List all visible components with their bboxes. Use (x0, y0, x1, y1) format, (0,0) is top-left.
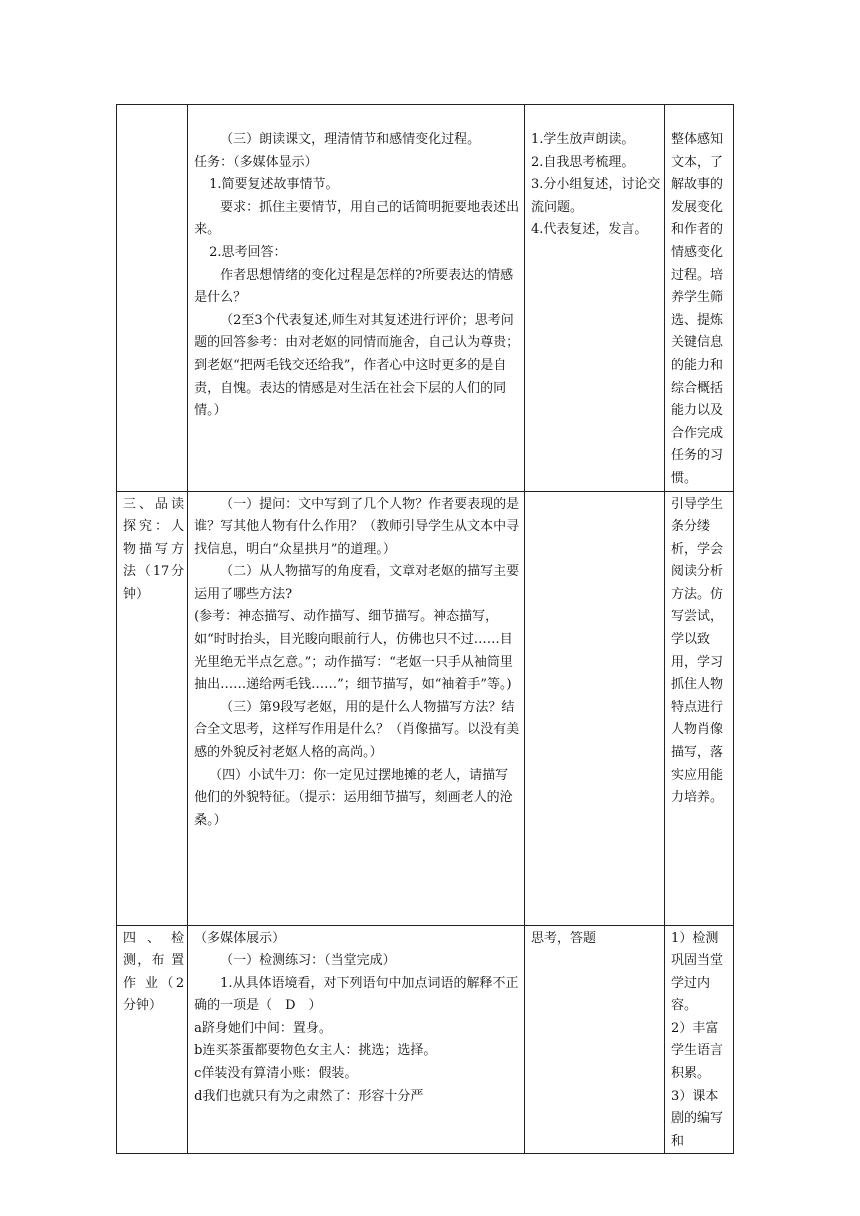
student-text: 4.代表复述，发言。 (531, 222, 648, 238)
teacher-text: （四）小试牛刀：你一定见过摆地摊的老人，请描写他们的外貌特征。（提示：运用细节描写，刻画老人的沧桑。） (194, 767, 513, 828)
student-text: 2.自我思考梳理。 (531, 154, 635, 170)
design-purpose-cell: 整体感知文本，了解故事的发展变化和作者的情感变化过程。培养学生筛选、提炼关键信息的能力和综合概括能力以及合作完成任务的习惯。 (665, 105, 734, 492)
teacher-text: （二）从人物描写的角度看，文章对老妪的描写主要运用了哪些方法? (194, 564, 520, 602)
design-purpose-cell: 引导学生条分缕析，学会阅读分析方法。仿写尝试，学以致用，学习抓住人物特点进行人物肖像描写，落实应用能力培养。 (665, 491, 734, 925)
student-text: 思考，答题 (531, 930, 597, 946)
student-activity-cell (525, 925, 665, 1154)
teacher-text: （多媒体展示） (194, 930, 286, 946)
teacher-text: （三）朗读课文，理清情节和感情变化过程。 (220, 132, 481, 147)
table-row (117, 491, 734, 925)
lesson-plan-table (116, 104, 734, 1154)
teacher-text: 1.从具体语境看，对下列语句中加点词语的解释不正确的一项是（ D ） (194, 975, 519, 1014)
student-text: 3.分小组复述，讨论交流问题。 (531, 177, 661, 215)
teacher-text: (参考：神态描写、动作描写、细节描写。神态描写，如“时时抬头，目光睃向眼前行人，仿佛也只不过……目光里绝无半点乞意。”；动作描写：“老妪一只手从袖筒里抽出……递给两毛钱……”；细节描写，如“袖着手”等。) (194, 609, 513, 693)
teacher-text: a跻身她们中间：置身。 (194, 1020, 332, 1036)
teacher-text: 2.思考回答： (209, 244, 287, 260)
teacher-activity-cell (188, 925, 525, 1154)
design-purpose-cell (665, 925, 734, 1154)
table-row (117, 105, 734, 492)
stage-cell: 三、品读探究：人物描写方法（17分钟） (117, 491, 188, 925)
teacher-activity-cell (188, 491, 525, 925)
purpose-text: 1）检测巩固当堂学过内容。 (671, 930, 724, 1014)
purpose-text: 2）丰富学生语言积累。 (671, 1020, 724, 1082)
stage-cell: 四、检测，布 置 作 业（2分钟） (117, 925, 188, 1154)
teacher-text: （2至3个代表复述,师生对其复述进行评价；思考问题的回答参考：由对老妪的同情而施舍，自己认为尊贵；到老妪“把两毛钱交还给我”，作者心中这时更多的是自责，自愧。表达的情感是对生活在社会下层的人们的同情。） (194, 312, 520, 419)
teacher-text: 要求：抓住主要情节，用自己的话简明扼要地表述出来。 (194, 199, 520, 238)
teacher-text: 1.简要复述故事情节。 (209, 177, 339, 193)
teacher-text: （三）第9段写老妪，用的是什么人物描写方法？结合全文思考，这样写作用是什么？（肖像描写。以没有美感的外貌反衬老妪人格的高尚。） (194, 699, 520, 761)
purpose-text: 3）课本剧的编写和 (671, 1088, 724, 1149)
teacher-text: b连买茶蛋都要物色女主人：挑选；选择。 (194, 1043, 437, 1059)
student-activity-cell (525, 105, 665, 492)
teacher-text: （一）提问：文中写到了几个人物？作者要表现的是谁？写其他人物有什么作用？（教师引导学生从文本中寻找信息，明白“众星拱月”的道理。） (194, 496, 520, 557)
student-text: 1.学生放声朗读。 (531, 132, 635, 147)
teacher-text: 任务：（多媒体显示） (194, 154, 318, 170)
stage-cell (117, 105, 188, 492)
teacher-text: d我们也就只有为之肃然了：形容十分严 (194, 1088, 424, 1104)
teacher-activity-cell (188, 105, 525, 492)
student-activity-cell (525, 491, 665, 925)
teacher-text: （一）检测练习：（当堂完成） (220, 953, 396, 969)
teacher-text: c佯装没有算清小账：假装。 (194, 1066, 358, 1082)
table-row (117, 925, 734, 1154)
teacher-text: 作者思想情绪的变化过程是怎样的?所要表达的情感是什么？ (194, 267, 514, 306)
